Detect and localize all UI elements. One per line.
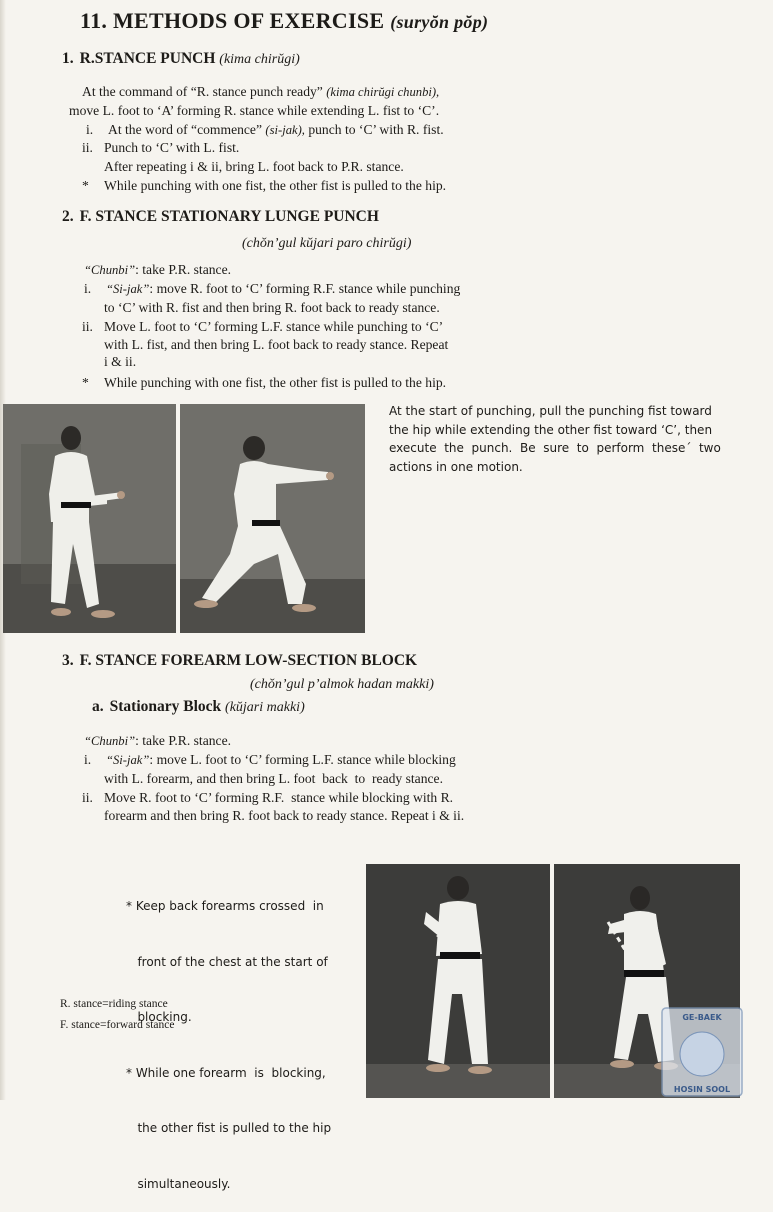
romanization: (kima chirŭgi chunbi),: [326, 85, 440, 99]
subsection-romanization: (kŭjari makki): [225, 700, 305, 715]
text: : move L. foot to ‘C’ forming L.F. stance while blocking: [149, 752, 456, 767]
section-3-heading: [62, 652, 417, 670]
legend-line: F. stance=forward stance: [60, 1019, 175, 1031]
s2-step-i: [84, 279, 460, 299]
command-label: “Chunbi”: [84, 263, 136, 277]
s1-step-ii: [82, 138, 239, 157]
command-label: “Si-jak”: [106, 282, 150, 296]
s3-step-ii-cont: forearm and then bring R. foot back to ready stance. Repeat i & ii.: [104, 808, 465, 823]
note-marker: *: [82, 178, 89, 193]
caption-line: the hip while extending the other fist toward ‘C’, then: [389, 422, 713, 437]
text: At the word of “commence”: [108, 122, 262, 137]
section-1-heading: [62, 50, 300, 68]
step-marker: ii.: [82, 140, 93, 155]
s3-step-i-cont: with L. forearm, and then bring L. foot back to ready stance.: [104, 771, 443, 786]
text: : take P.R. stance.: [135, 262, 232, 277]
command-label: “Si-jak”: [106, 753, 150, 767]
section-romanization: (kima chirŭgi): [219, 52, 300, 67]
section-title: F. STANCE FOREARM LOW-SECTION BLOCK: [79, 652, 418, 669]
title-romanization: (suryŏn pŏp): [390, 12, 489, 32]
section-2-romanization: (chŏn’gul kŭjari paro chirŭgi): [242, 236, 412, 251]
note-marker: *: [82, 375, 89, 390]
step-marker: i.: [84, 281, 92, 296]
page-title: [80, 8, 488, 34]
text: While punching with one fist, the other fist is pulled to the hip.: [104, 375, 447, 390]
text: At the command of “R. stance punch ready”: [82, 84, 323, 99]
s2-photo-caption: [389, 402, 754, 476]
text: : take P.R. stance.: [135, 733, 232, 748]
subsection-marker: a.: [92, 698, 104, 715]
section-2-heading: [62, 208, 379, 226]
watermark-badge: [660, 1006, 744, 1098]
subsection-a-heading: [92, 698, 305, 716]
note-line: blocking.: [126, 1010, 192, 1024]
s3-step-i: [84, 750, 456, 770]
note-line: * Keep back forearms crossed in: [126, 899, 324, 913]
s2-step-ii-cont: with L. fist, and then bring L. foot back to ready stance. Repeat: [104, 337, 449, 352]
text: punch to ‘C’ with R. fist.: [308, 122, 444, 137]
s1-intro-line-2: move L. foot to ‘A’ forming R. stance while extending L. fist to ‘C’.: [69, 103, 440, 118]
text: While punching with one fist, the other fist is pulled to the hip.: [104, 178, 447, 193]
step-marker: ii.: [82, 319, 93, 334]
badge-bottom-text: HOSIN SOOL: [673, 1085, 731, 1094]
stance-legend: [60, 994, 174, 1036]
section-number: 1.: [62, 50, 74, 67]
romanization: (si-jak),: [265, 123, 305, 137]
photo-lunge-punch: [180, 404, 365, 633]
s2-note: [82, 373, 446, 392]
caption-line: execute the punch. Be sure to perform these´ two: [389, 441, 721, 455]
section-3-romanization: (chŏn’gul p’almok hadan makki): [250, 677, 434, 692]
s2-step-i-cont: to ‘C’ with R. fist and then bring R. foot back to ready stance.: [104, 300, 440, 315]
s1-note: [82, 176, 446, 195]
command-label: “Chunbi”: [84, 734, 136, 748]
text: Punch to ‘C’ with L. fist.: [104, 140, 240, 155]
section-number: 3.: [62, 652, 74, 669]
step-marker: ii.: [82, 790, 93, 805]
note-line: front of the chest at the start of: [126, 954, 328, 969]
photo-block-start: [366, 864, 550, 1098]
s1-step-i: [86, 120, 444, 140]
step-marker: i.: [86, 122, 94, 137]
photo-ready-stance: [3, 404, 176, 633]
note-line: simultaneously.: [126, 1176, 231, 1191]
text: Move R. foot to ‘C’ forming R.F. stance while blocking with R.: [104, 790, 454, 805]
note-line: * While one forearm is blocking,: [126, 1065, 326, 1080]
s3-chunbi: [84, 731, 231, 751]
subsection-title: Stationary Block: [109, 698, 222, 715]
section-title: R.STANCE PUNCH: [79, 50, 216, 67]
legend-line: R. stance=riding stance: [60, 998, 168, 1010]
section-title: F. STANCE STATIONARY LUNGE PUNCH: [79, 208, 379, 225]
text: Move L. foot to ‘C’ forming L.F. stance while punching to ‘C’: [104, 319, 444, 334]
s1-after: After repeating i & ii, bring L. foot back to P.R. stance.: [104, 159, 404, 174]
s1-intro-line-1: [82, 82, 439, 102]
note-line: the other fist is pulled to the hip: [126, 1121, 332, 1135]
text: : move R. foot to ‘C’ forming R.F. stance while punching: [149, 281, 461, 296]
s2-step-ii-cont-2: i & ii.: [104, 354, 137, 369]
caption-line: actions in one motion.: [389, 459, 523, 474]
s2-chunbi: [84, 260, 231, 280]
caption-line: At the start of punching, pull the punching fist toward: [389, 404, 712, 418]
section-number: 2.: [62, 208, 74, 225]
s3-step-ii: [82, 788, 453, 807]
title-text: 11. METHODS OF EXERCISE: [80, 8, 385, 33]
step-marker: i.: [84, 752, 92, 767]
badge-top-text: GE-BAEK: [682, 1013, 722, 1022]
s2-step-ii: [82, 317, 443, 336]
